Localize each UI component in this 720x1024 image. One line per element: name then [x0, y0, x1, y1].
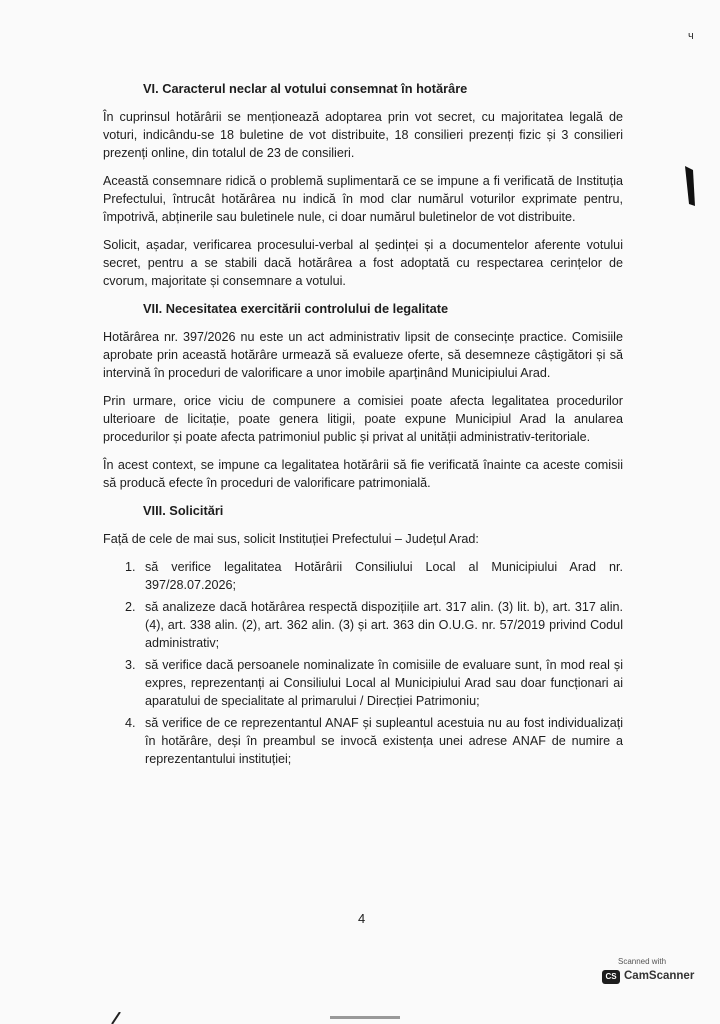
section-heading-vii: VII. Necesitatea exercitării controlului de legalitate [143, 301, 449, 316]
list-item-number: 2. [125, 600, 136, 614]
paragraph: Prin urmare, orice viciu de compunere a comisiei poate afecta legalitatea procedurilor ulterioare de licitație, poate genera litigii, poate expune Municipiul Arad la anularea procedurilor și poate afecta patrimoniul public și privat al unității administrativ-teritoriale. [103, 394, 623, 444]
margin-mark [683, 166, 697, 206]
list-item-number: 3. [125, 658, 136, 672]
list-item [125, 558, 623, 594]
camscanner-logo-icon: CS [602, 970, 620, 984]
list-item-text: să verifice de ce reprezentantul ANAF și supleantul acestuia nu au fost individualizați în hotărâre, deși în preambul se invocă existența unei adrese ANAF de numire a reprezentantului instituției; [145, 716, 623, 766]
corner-mark: ч [688, 30, 694, 42]
list-item-text: să verifice dacă persoanele nominalizate în comisiile de evaluare sunt, în mod real și expres, reprezentanți ai Consiliului Local al Municipiului Arad sau doar funcționari ai aparatului de specialitate al primarului / Direcției Patrimoniu; [145, 658, 623, 708]
bottom-edge-mark [330, 1016, 400, 1019]
list-item-number: 1. [125, 560, 136, 574]
list-item-number: 4. [125, 716, 136, 730]
list-item-text: să analizeze dacă hotărârea respectă dispozițiile art. 317 alin. (3) lit. b), art. 317 alin. (4), art. 338 alin. (2), art. 362 alin. (3) și art. 363 din O.U.G. nr. 57/2019 privind Codul administrativ; [145, 600, 623, 650]
document-body [103, 80, 623, 772]
list-item [125, 656, 623, 710]
section-heading-viii: VIII. Solicitări [143, 503, 224, 518]
scanner-brand: CamScanner [624, 970, 695, 982]
paragraph: Hotărârea nr. 397/2026 nu este un act administrativ lipsit de consecințe practice. Comisiile aprobate prin această hotărâre urmează să evalueze oferte, să desemneze câștigători și să intervină în proceduri de valorificare a unor imobile aparținând Municipiului Arad. [103, 330, 623, 380]
scanner-caption: Scanned with [618, 957, 667, 966]
paragraph: În acest context, se impune ca legalitatea hotărârii să fie verificată înainte ca aceste comisii să producă efecte în proceduri de valorificare patrimonială. [103, 458, 623, 490]
paragraph: Această consemnare ridică o problemă suplimentară ce se impune a fi verificată de Instituția Prefectului, întrucât hotărârea nu indică în mod clar numărul voturilor exprimate pentru, împotrivă, abținerile sau buletinele nule, ci doar numărul buletinelor de vot distribuite. [103, 174, 623, 224]
list-item-text: să verifice legalitatea Hotărârii Consiliului Local al Municipiului Arad nr. 397/28.07.2026; [145, 560, 623, 592]
requests-list [103, 558, 623, 768]
section-heading-vi: VI. Caracterul neclar al votului consemnat în hotărâre [143, 81, 468, 96]
requests-intro: Față de cele de mai sus, solicit Instituției Prefectului – Județul Arad: [103, 532, 479, 546]
pen-stroke-mark [90, 1012, 130, 1024]
camscanner-badge [600, 956, 696, 992]
list-item [125, 598, 623, 652]
paragraph: Solicit, așadar, verificarea procesului-verbal al ședinței și a documentelor aferente votului secret, pentru a se stabili dacă hotărârea a fost adoptată cu respectarea cerințelor de cvorum, majoritate și consemnare a votului. [103, 238, 623, 288]
page-number: 4 [358, 911, 366, 926]
list-item [125, 714, 623, 768]
paragraph: În cuprinsul hotărârii se menționează adoptarea prin vot secret, cu majoritatea legală de voturi, indicându-se 18 buletine de vot distribuite, 18 consilieri prezenți fizic și 3 consilieri prezenți online, din totalul de 23 de consilieri. [103, 110, 623, 160]
